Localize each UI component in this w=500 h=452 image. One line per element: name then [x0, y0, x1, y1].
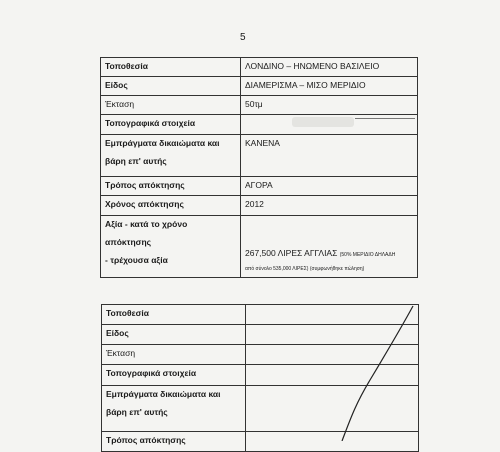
page-number: 5 [240, 32, 246, 43]
row-label-acquisition-date: Χρόνος απόκτησης [101, 196, 241, 216]
table-row [102, 345, 419, 365]
row-label-location: Τοποθεσία [102, 305, 246, 325]
table-row [101, 177, 418, 196]
property-table-1 [100, 57, 418, 278]
row-value-acquisition-method: ΑΓΟΡΑ [241, 177, 418, 196]
row-label-acquisition-method: Τρόπος απόκτησης [102, 432, 246, 452]
row-label-area: Έκταση [102, 345, 246, 365]
row-value-empty [246, 386, 419, 432]
row-label-topography: Τοπογραφικά στοιχεία [101, 115, 241, 135]
table-row [101, 216, 418, 278]
rights-label-line2: βάρη επ' αυτής [105, 156, 167, 166]
redaction-line [355, 118, 415, 119]
row-value-location: ΛΟΝΔΙΝΟ – ΗΝΩΜΕΝΟ ΒΑΣΙΛΕΙΟ [241, 58, 418, 77]
property-table-2 [101, 304, 419, 452]
value-label-line3: - τρέχουσα αξία [105, 255, 168, 265]
row-label-rights [101, 135, 241, 177]
table-row [102, 305, 419, 325]
table-row [102, 365, 419, 386]
value-note-1: (50% ΜΕΡΙΔΙΟ ΔΗΛΑΔΗ [339, 252, 396, 258]
table-row [102, 386, 419, 432]
table-row [101, 58, 418, 77]
row-label-topography: Τοπογραφικά στοιχεία [102, 365, 246, 386]
row-value-empty [246, 305, 419, 325]
value-label-line1: Αξία - κατά το χρόνο [105, 219, 188, 229]
row-value-acquisition-date: 2012 [241, 196, 418, 216]
row-value-empty [246, 365, 419, 386]
value-amount: 267,500 ΛΙΡΕΣ ΑΓΓΛΙΑΣ [245, 248, 338, 258]
value-note-2: από σύνολο 535,000 ΛΙΡΕΣ) (συμφωνήθηκε πώληση) [245, 266, 365, 272]
table-row [101, 77, 418, 96]
row-value-empty [246, 432, 419, 452]
rights-label-line1: Εμπράγματα δικαιώματα και [105, 138, 220, 148]
rights-label-line2: βάρη επ' αυτής [106, 407, 168, 417]
row-value-rights: ΚΑΝΕΝΑ [241, 135, 418, 177]
row-label-rights [102, 386, 246, 432]
table-row [102, 325, 419, 345]
row-label-type: Είδος [101, 77, 241, 96]
row-value-empty [246, 325, 419, 345]
table-row [101, 96, 418, 115]
row-label-area: Έκταση [101, 96, 241, 115]
row-label-location: Τοποθεσία [101, 58, 241, 77]
row-label-acquisition-method: Τρόπος απόκτησης [101, 177, 241, 196]
table-row [102, 432, 419, 452]
redaction-smudge [292, 117, 354, 127]
row-label-value [101, 216, 241, 278]
row-label-type: Είδος [102, 325, 246, 345]
row-value-type: ΔΙΑΜΕΡΙΣΜΑ – ΜΙΣΟ ΜΕΡΙΔΙΟ [241, 77, 418, 96]
rights-label-line1: Εμπράγματα δικαιώματα και [106, 389, 221, 399]
row-value-value [241, 216, 418, 278]
row-value-empty [246, 345, 419, 365]
value-label-line2: απόκτησης [105, 237, 152, 247]
table-row [101, 135, 418, 177]
table-row [101, 196, 418, 216]
row-value-area: 50τμ [241, 96, 418, 115]
